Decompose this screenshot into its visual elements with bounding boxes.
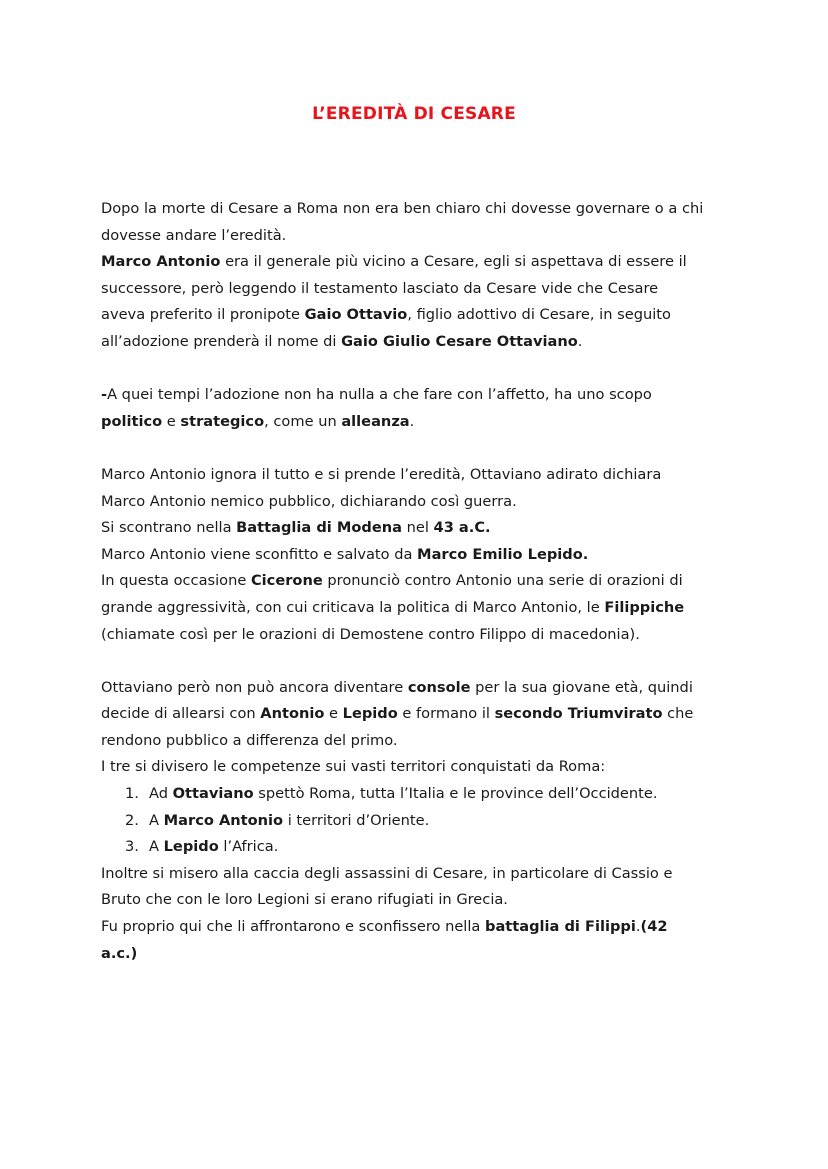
bold-term: alleanza <box>341 412 410 430</box>
bold-term: Antonio <box>260 705 325 723</box>
text-line: decide di allearsi con Antonio e Lepido e formano il secondo Triumvirato che <box>101 705 694 723</box>
list-number: 1. <box>125 785 139 803</box>
bold-term: Lepido <box>342 705 398 723</box>
bold-term: Ottaviano <box>172 785 254 803</box>
bold-term: 43 a.C. <box>433 519 491 537</box>
paragraph-gap <box>101 356 741 383</box>
text-line: (chiamate così per le orazioni di Demostene contro Filippo di macedonia). <box>101 625 640 643</box>
bold-term: Cicerone <box>250 572 323 590</box>
paragraph-gap <box>101 648 741 675</box>
bold-term: Lepido <box>163 838 219 856</box>
text-line: Marco Antonio ignora il tutto e si prende l’eredità, Ottaviano adirato dichiara <box>101 465 662 483</box>
text-line: Ottaviano però non può ancora diventare console per la sua giovane età, quindi <box>101 678 693 696</box>
text-line: Marco Antonio viene sconfitto e salvato da Marco Emilio Lepido. <box>101 545 589 563</box>
bold-term: Marco Antonio <box>101 253 221 271</box>
bold-term: console <box>407 678 471 696</box>
text-line: rendono pubblico a differenza del primo. <box>101 731 398 749</box>
bold-term: Gaio Giulio Cesare Ottaviano <box>341 332 578 350</box>
list-item: 3. A Lepido l’Africa. <box>101 834 741 861</box>
text-line: Si scontrano nella Battaglia di Modena nel 43 a.C. <box>101 519 491 537</box>
text-line: successore, però leggendo il testamento lasciato da Cesare vide che Cesare <box>101 279 659 297</box>
list-number: 3. <box>125 838 139 856</box>
bold-term: secondo Triumvirato <box>494 705 663 723</box>
text-line: Marco Antonio era il generale più vicino a Cesare, egli si aspettava di essere il <box>101 253 687 271</box>
bold-term: - <box>101 386 108 404</box>
text-line: I tre si divisero le competenze sui vasti territori conquistati da Roma: <box>101 758 606 776</box>
bold-term: strategico <box>180 412 265 430</box>
text-line: Dopo la morte di Cesare a Roma non era ben chiaro chi dovesse governare o a chi <box>101 200 704 217</box>
paragraph-gap <box>101 435 741 462</box>
list-item: 1. Ad Ottaviano spettò Roma, tutta l’Italia e le province dell’Occidente. <box>101 781 741 808</box>
list-item: 2. A Marco Antonio i territori d’Oriente. <box>101 808 741 835</box>
text-line: aveva preferito il pronipote Gaio Ottavio, figlio adottivo di Cesare, in seguito <box>101 306 671 324</box>
bold-term: a.c.) <box>101 944 138 962</box>
bold-term: Marco Emilio Lepido. <box>417 545 589 563</box>
bold-term: politico <box>101 412 163 430</box>
bold-term: Filippiche <box>604 598 685 616</box>
text-line: Marco Antonio nemico pubblico, dichiarando così guerra. <box>101 492 517 510</box>
list-number: 2. <box>125 811 139 829</box>
text-line: -A quei tempi l’adozione non ha nulla a che fare con l’affetto, ha uno scopo <box>101 386 652 404</box>
text-line: grande aggressività, con cui criticava la politica di Marco Antonio, le Filippiche <box>101 598 685 616</box>
bold-term: Battaglia di Modena <box>236 519 402 537</box>
text-line: In questa occasione Cicerone pronunciò contro Antonio una serie di orazioni di <box>101 572 683 590</box>
document-body <box>101 196 741 967</box>
text-line <box>101 941 741 968</box>
text-line: Bruto che con le loro Legioni si erano rifugiati in Grecia. <box>101 891 508 909</box>
text-line: all’adozione prenderà il nome di Gaio Giulio Cesare Ottaviano. <box>101 332 583 350</box>
text-line: Inoltre si misero alla caccia degli assassini di Cesare, in particolare di Cassio e <box>101 864 673 882</box>
text-line: Fu proprio qui che li affrontarono e sconfissero nella battaglia di Filippi.(42 <box>101 918 668 936</box>
bold-term: Marco Antonio <box>163 811 284 829</box>
page-title: L’EREDITÀ DI CESARE <box>312 104 516 124</box>
bold-term: Gaio Ottavio <box>304 306 408 324</box>
text-line: dovesse andare l’eredità. <box>101 226 287 244</box>
text-line: politico e strategico, come un alleanza. <box>101 412 415 430</box>
bold-term: (42 <box>640 918 668 936</box>
bold-term: battaglia di Filippi <box>485 918 636 936</box>
